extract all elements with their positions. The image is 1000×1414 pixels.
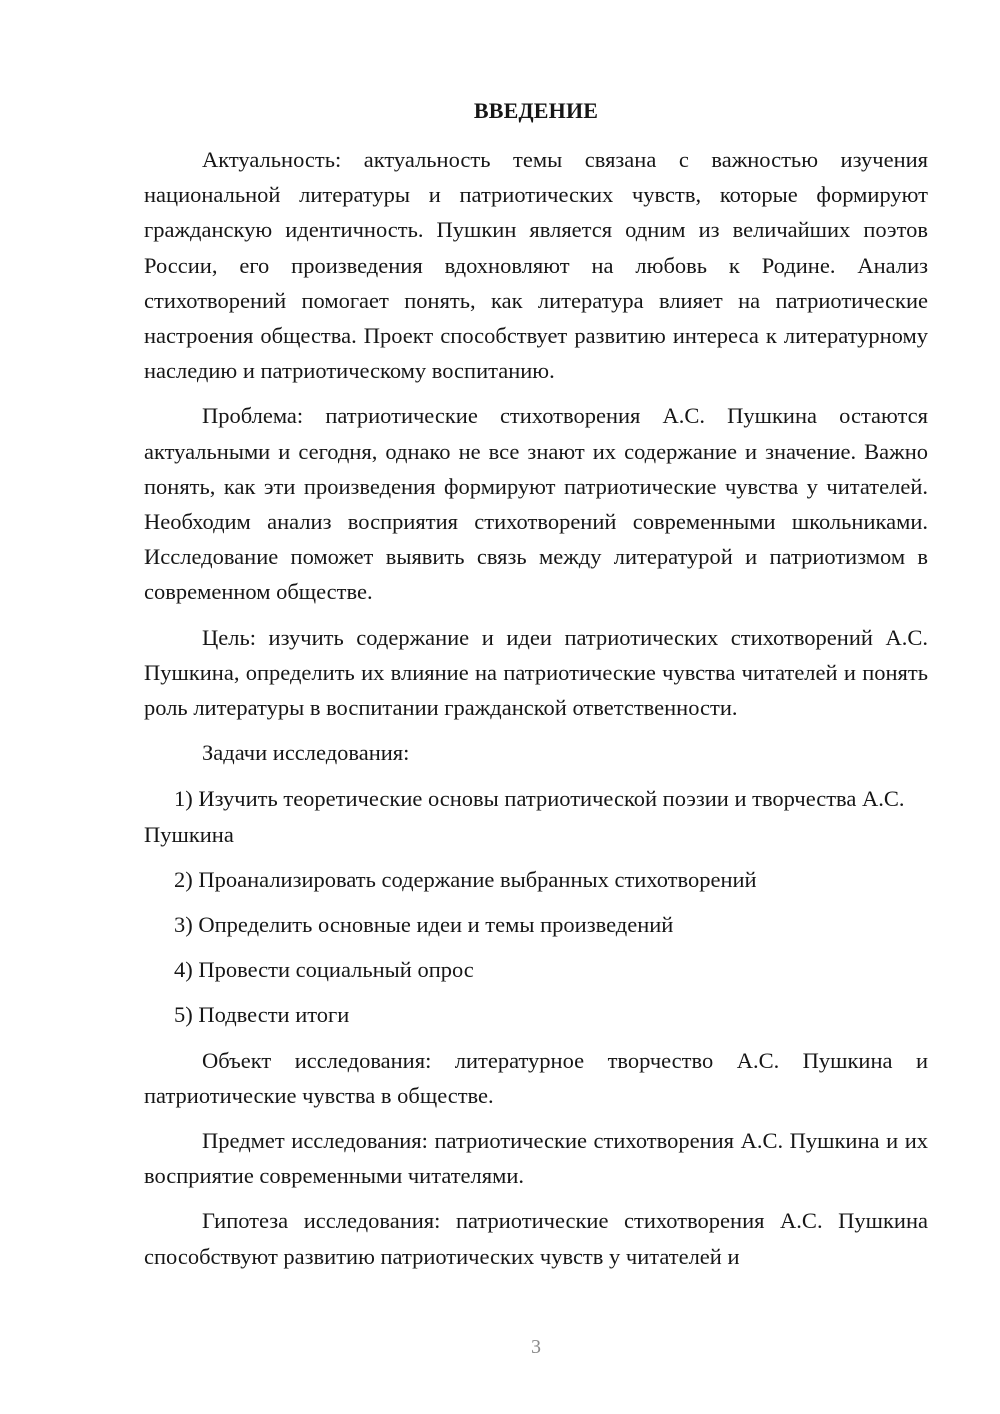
relevance-paragraph: Актуальность: актуальность темы связана с важностью изучения национальной литературы и патриотических чувств, которые формируют гражданскую идентичность. Пушкин является одним из величайших поэтов России, его произведения вдохновляют на любовь к Родине. Анализ стихотворений помогает понять, как литература влияет на патриотические настроения общества. Проект способствует развитию интереса к литературному наследию и патриотическому воспитанию. bbox=[144, 147, 928, 384]
hypothesis-paragraph: Гипотеза исследования: патриотические стихотворения А.С. Пушкина способствуют развитию патриотических чувств у читателей и bbox=[144, 1208, 928, 1269]
task-item-4: 4) Провести социальный опрос bbox=[174, 957, 474, 983]
task-item-2: 2) Проанализировать содержание выбранных стихотворений bbox=[174, 866, 757, 892]
problem-paragraph: Проблема: патриотические стихотворения А.С. Пушкина остаются актуальными и сегодня, однако не все знают их содержание и значение. Важно понять, как эти произведения формируют патриотические чувства у читателей. Необходим анализ восприятия стихотворений современными школьниками. Исследование поможет выявить связь между литературой и патриотизмом в современном обществе. bbox=[144, 403, 928, 605]
document-body bbox=[144, 142, 928, 1284]
task-item-3: 3) Определить основные идеи и темы произведений bbox=[174, 912, 674, 938]
goal-paragraph: Цель: изучить содержание и идеи патриотических стихотворений А.С. Пушкина, определить их влияние на патриотические чувства читателей и понять роль литературы в воспитании гражданской ответственности. bbox=[144, 624, 928, 721]
subject-paragraph: Предмет исследования: патриотические стихотворения А.С. Пушкина и их восприятие современными читателями. bbox=[144, 1128, 928, 1189]
task-item-5: 5) Подвести итоги bbox=[174, 1002, 350, 1028]
object-paragraph: Объект исследования: литературное творчество А.С. Пушкина и патриотические чувства в обществе. bbox=[144, 1047, 928, 1108]
task-item-1: 1) Изучить теоретические основы патриотической поэзии и творчества А.С. Пушкина bbox=[144, 786, 905, 847]
section-heading: ВВЕДЕНИЕ bbox=[473, 98, 599, 123]
page-number: 3 bbox=[531, 1336, 541, 1358]
tasks-title: Задачи исследования: bbox=[202, 740, 410, 766]
